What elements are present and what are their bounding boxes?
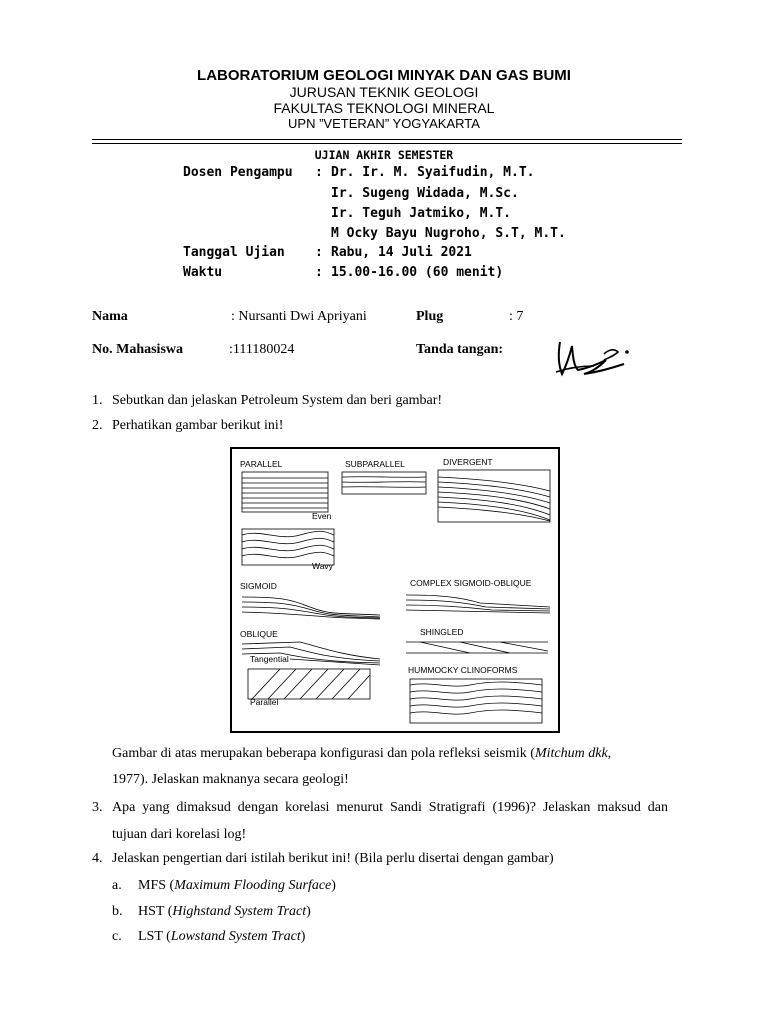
label-parallel-small: Parallel: [250, 697, 279, 707]
question-3-text: Apa yang dimaksud dengan korelasi menurut Sandi Stratigrafi (1996)? Jelaskan maksud dan tujuan dari korelasi log!: [112, 800, 668, 842]
label-parallel: PARALLEL: [240, 459, 283, 469]
department-title: JURUSAN TEKNIK GEOLOGI: [289, 84, 479, 100]
time-colon: :: [315, 265, 323, 280]
label-hummocky: HUMMOCKY CLINOFORMS: [408, 665, 518, 675]
item-c-term: Lowstand System Tract: [170, 929, 301, 944]
time-value: 15.00-16.00 (60 menit): [331, 265, 504, 280]
question-4-number: 4.: [92, 851, 103, 866]
seismic-reflection-figure: [230, 447, 560, 733]
caption-text-b: 1977). Jelaskan maknanya secara geologi!: [112, 771, 349, 787]
label-subparallel: SUBPARALLEL: [345, 459, 405, 469]
label-divergent: DIVERGENT: [443, 457, 493, 467]
plug-value: : 7: [509, 309, 524, 324]
signature-label: Tanda tangan:: [416, 342, 504, 357]
item-b-abbr: HST (: [138, 904, 173, 919]
item-c-letter: c.: [112, 929, 122, 944]
label-wavy: Wavy: [312, 561, 333, 571]
header-rule-top: [92, 139, 682, 140]
question-2-number: 2.: [92, 418, 103, 433]
lecturer-3: Ir. Teguh Jatmiko, M.T.: [331, 206, 512, 221]
question-2-text: Perhatikan gambar berikut ini!: [112, 418, 284, 433]
signature-image: [548, 332, 634, 380]
item-a-letter: a.: [112, 878, 122, 893]
name-label: Nama: [92, 309, 128, 324]
date-label: Tanggal Ujian: [183, 245, 285, 260]
lecturer-2: Ir. Sugeng Widada, M.Sc.: [331, 186, 519, 201]
item-a-abbr: MFS (: [138, 878, 175, 893]
faculty-title: FAKULTAS TEKNOLOGI MINERAL: [273, 100, 495, 116]
lecturer-label: Dosen Pengampu: [183, 165, 293, 180]
question-1-number: 1.: [92, 393, 103, 408]
date-colon: :: [315, 245, 323, 260]
student-number-label: No. Mahasiswa: [92, 342, 184, 357]
lab-title: LABORATORIUM GEOLOGI MINYAK DAN GAS BUMI: [197, 67, 571, 84]
university-title: UPN ”VETERAN” YOGYAKARTA: [288, 116, 480, 131]
caption-text-a: Gambar di atas merupakan beberapa konfigurasi dan pola refleksi seismik (: [112, 746, 535, 761]
item-b-letter: b.: [112, 904, 123, 919]
time-label: Waktu: [183, 265, 223, 280]
student-number-value: :111180024: [229, 342, 295, 357]
question-4-text: Jelaskan pengertian dari istilah berikut ini! (Bila perlu disertai dengan gambar): [112, 851, 554, 866]
label-oblique: OBLIQUE: [240, 629, 278, 639]
date-value: Rabu, 14 Juli 2021: [331, 245, 472, 260]
lecturer-1: Dr. Ir. M. Syaifudin, M.T.: [331, 165, 535, 180]
name-value: : Nursanti Dwi Apriyani: [231, 309, 367, 324]
caption-citation: Mitchum dkk,: [534, 746, 612, 761]
question-2-caption: [112, 746, 678, 788]
exam-title: UJIAN AKHIR SEMESTER: [314, 148, 454, 162]
item-b-term: Highstand System Tract: [172, 904, 307, 919]
label-sigmoid: SIGMOID: [240, 581, 277, 591]
lecturer-4: M Ocky Bayu Nugroho, S.T, M.T.: [331, 226, 566, 241]
question-1-text: Sebutkan dan jelaskan Petroleum System dan beri gambar!: [112, 393, 443, 408]
item-a-term: Maximum Flooding Surface: [174, 878, 332, 893]
label-even: Even: [312, 511, 332, 521]
question-3-number: 3.: [92, 800, 103, 815]
plug-label: Plug: [416, 309, 444, 324]
item-c-abbr: LST (: [138, 929, 171, 944]
header-rule-bottom: [92, 143, 682, 144]
label-complex-sigmoid-oblique: COMPLEX SIGMOID-OBLIQUE: [410, 578, 532, 588]
label-tangential: Tangential: [250, 654, 289, 664]
lecturer-colon: :: [315, 165, 323, 180]
label-shingled: SHINGLED: [420, 627, 464, 637]
